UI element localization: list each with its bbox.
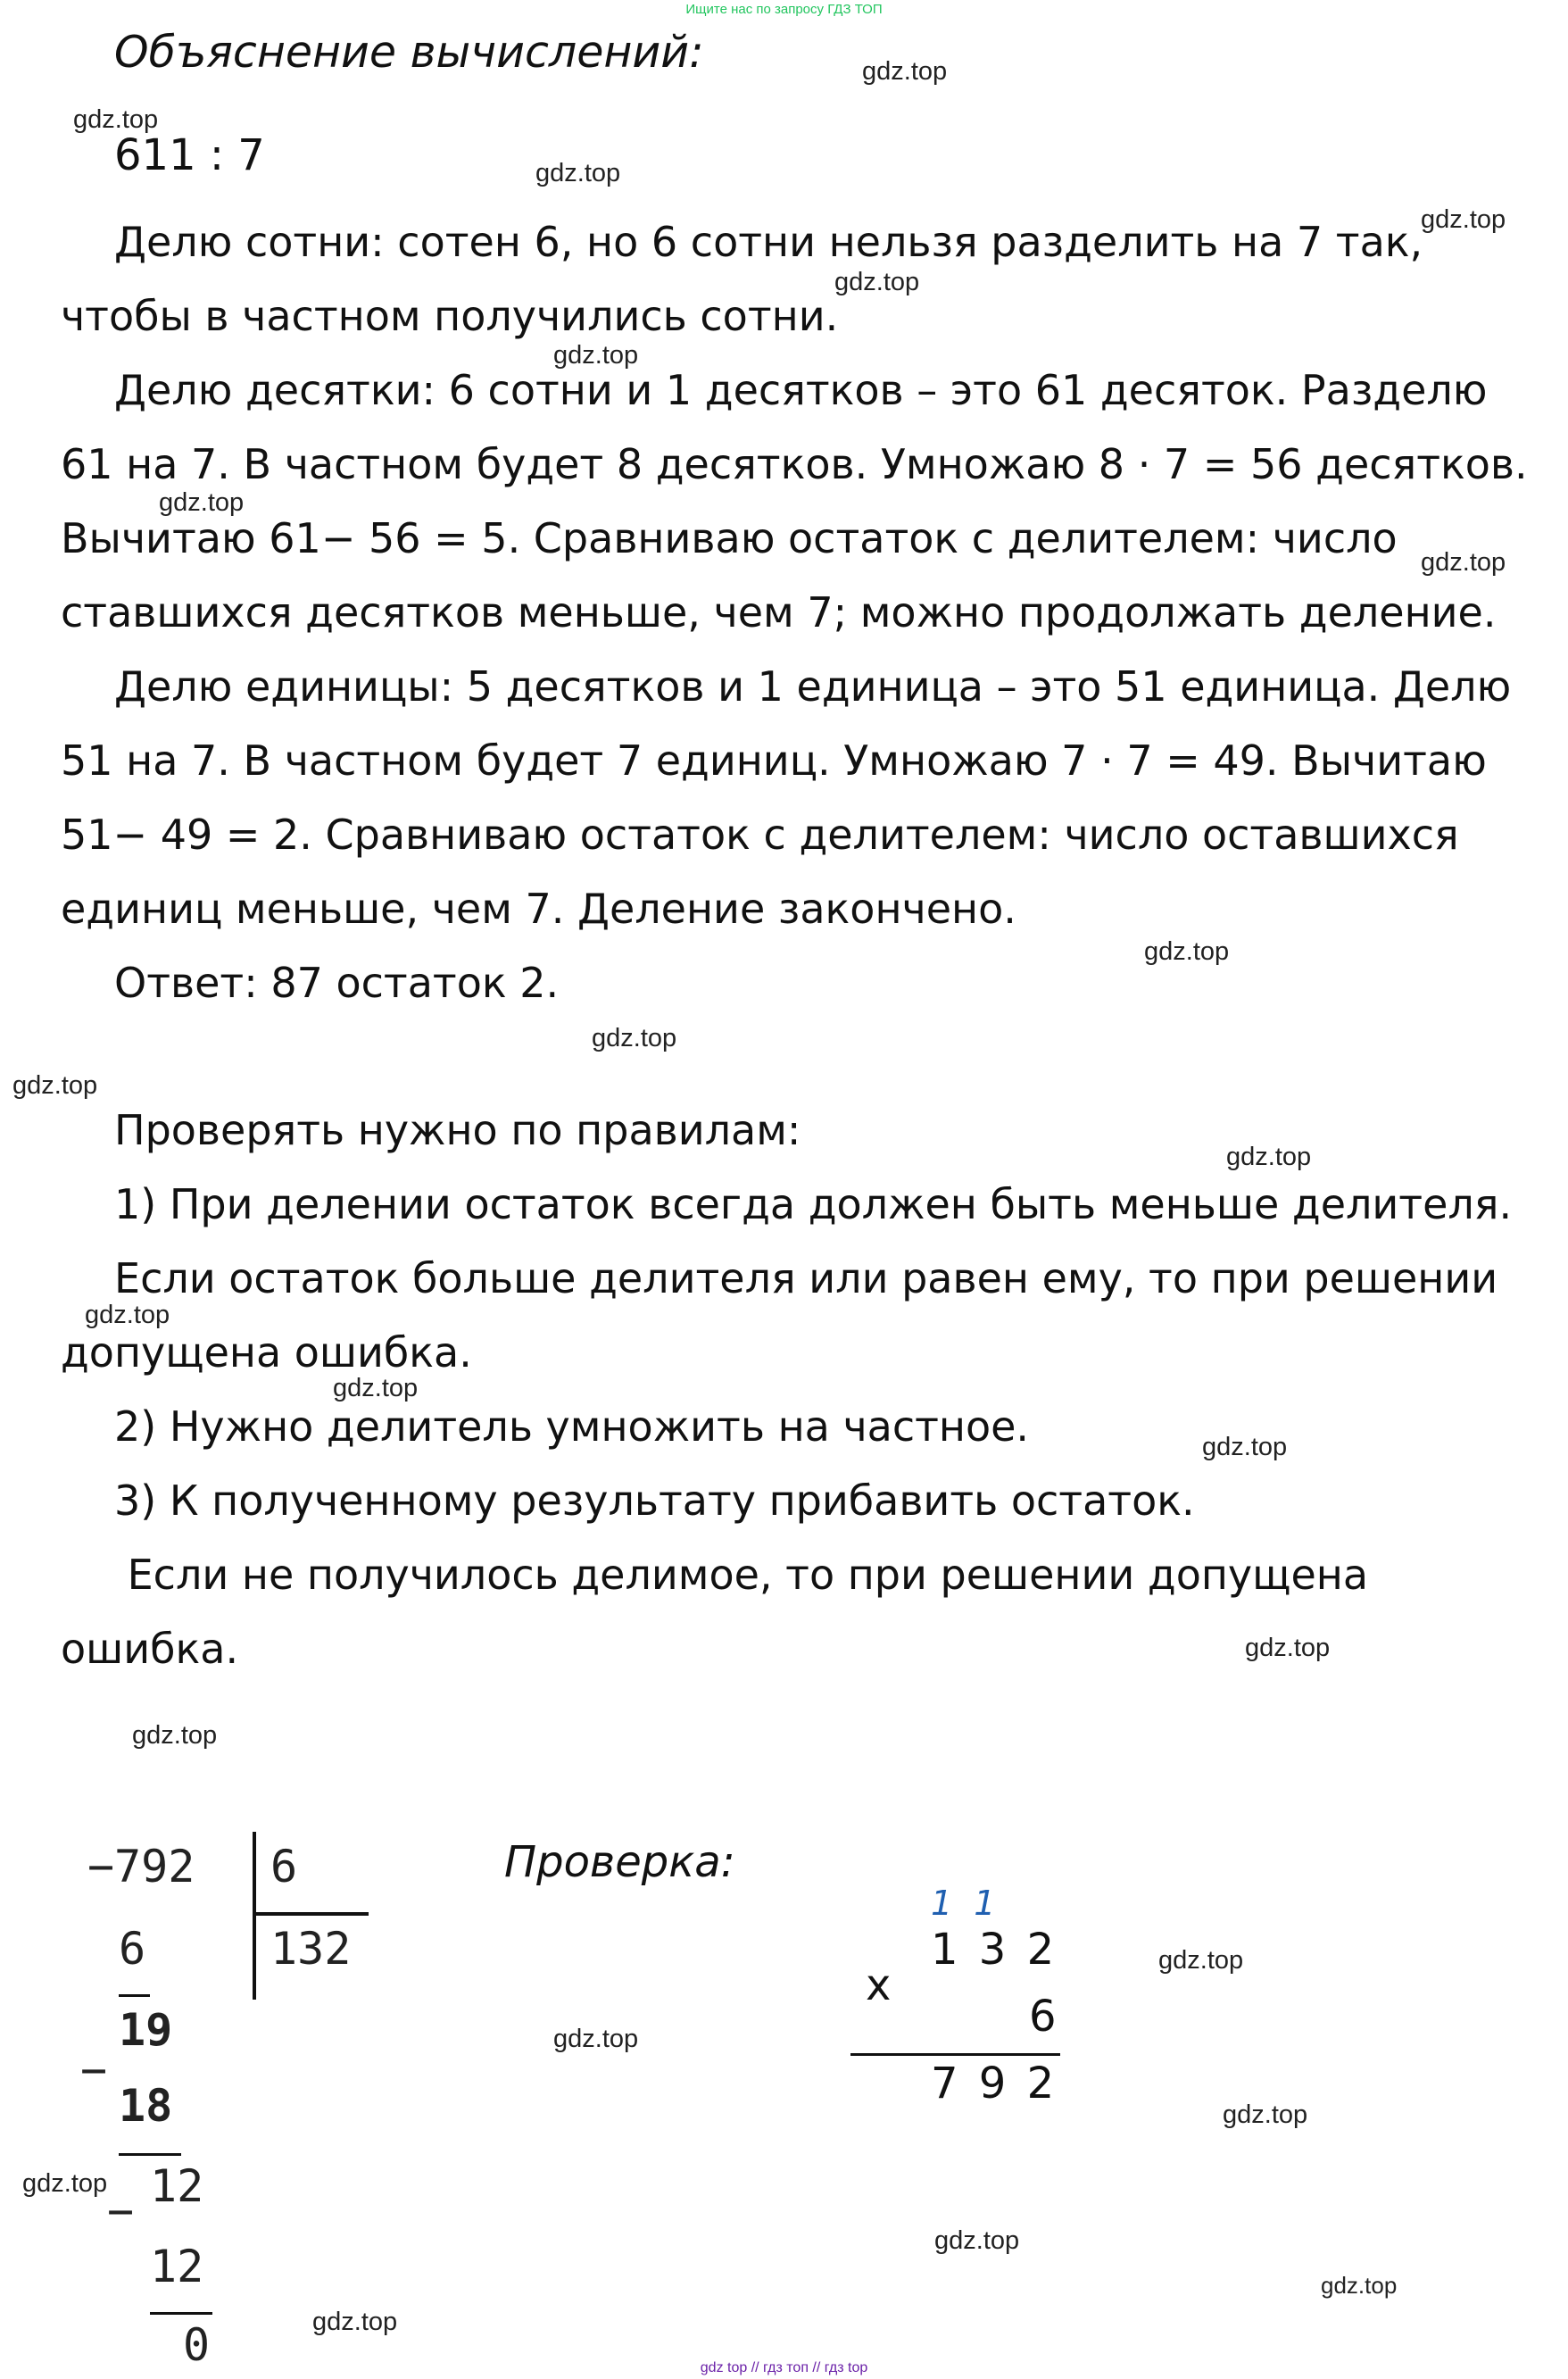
text-line: Делю единицы: 5 десятков и 1 единица – это 51 единица. Делю: [114, 662, 1512, 711]
watermark-link[interactable]: gdz.top: [73, 105, 159, 134]
expression: 611 : 7: [114, 130, 265, 180]
text-line: 51− 49 = 2. Сравниваю остаток с делителем: число оставшихся: [61, 811, 1459, 859]
division-step: 12: [150, 2241, 204, 2292]
watermark-link[interactable]: gdz.top: [159, 488, 245, 517]
text-line: 51 на 7. В частном будет 7 единиц. Умножаю 7 · 7 = 49. Вычитаю: [61, 736, 1487, 785]
watermark-link[interactable]: gdz.top: [862, 57, 948, 86]
watermark-link[interactable]: gdz.top: [12, 1071, 98, 1100]
rule-line: допущена ошибка.: [61, 1328, 472, 1377]
text-line: Делю десятки: 6 сотни и 1 десятков – это 61 десяток. Разделю: [114, 366, 1488, 414]
rule-line: Если не получилось делимое, то при решении допущена: [114, 1551, 1369, 1599]
minus-sign: −: [87, 1841, 115, 1892]
watermark-link[interactable]: gdz.top: [1158, 1946, 1244, 1975]
watermark-link[interactable]: gdz.top: [934, 2226, 1020, 2255]
watermark-link[interactable]: gdz.top: [1223, 2100, 1308, 2129]
watermark-link[interactable]: gdz.top: [312, 2308, 398, 2336]
text-line: Делю сотни: сотен 6, но 6 сотни нельзя разделить на 7 так,: [114, 218, 1423, 266]
watermark-link[interactable]: gdz.top: [132, 1721, 218, 1750]
watermark-link[interactable]: gdz.top: [592, 1024, 677, 1052]
minus-sign: −: [80, 2044, 108, 2096]
product: 7 9 2: [931, 2059, 1058, 2109]
watermark-link[interactable]: gdz.top: [1202, 1433, 1288, 1461]
text-line: чтобы в частном получились сотни.: [61, 292, 839, 340]
watermark-link[interactable]: gdz.top: [834, 268, 920, 296]
rule-line: 1) При делении остаток всегда должен быть меньше делителя.: [114, 1180, 1513, 1228]
division-step: 19: [119, 2004, 173, 2056]
top-banner[interactable]: Ищите нас по запросу ГДЗ ТОП: [685, 2, 883, 17]
check-label: Проверка:: [504, 1837, 735, 1887]
watermark-link[interactable]: gdz.top: [85, 1301, 170, 1329]
text-line: ставшихся десятков меньше, чем 7; можно продолжать деление.: [61, 588, 1497, 636]
watermark-link[interactable]: gdz.top: [1321, 2272, 1398, 2299]
watermark-link[interactable]: gdz.top: [1421, 548, 1506, 577]
bottom-banner[interactable]: gdz top // гдз топ // гдз top: [700, 2360, 868, 2375]
rule-line: 2) Нужно делитель умножить на частное.: [114, 1402, 1030, 1451]
division-underline: [119, 1994, 150, 1997]
watermark-link[interactable]: gdz.top: [535, 159, 621, 187]
rules-heading: Проверять нужно по правилам:: [114, 1106, 801, 1154]
multiplicand: 1 3 2: [931, 1925, 1058, 1975]
division-step: 18: [119, 2080, 173, 2132]
multiplication-line: [850, 2053, 1060, 2056]
division-underline: [119, 2153, 181, 2156]
watermark-link[interactable]: gdz.top: [1226, 1143, 1312, 1171]
watermark-link[interactable]: gdz.top: [333, 1374, 419, 1402]
quotient: 132: [270, 1923, 352, 1975]
carry-digits: 1 1: [931, 1884, 1001, 1923]
text-line: единиц меньше, чем 7. Деление закончено.: [61, 885, 1016, 933]
division-step: 12: [150, 2160, 204, 2212]
multiply-sign: x: [866, 1960, 892, 2010]
watermark-link[interactable]: gdz.top: [22, 2169, 108, 2198]
watermark-link[interactable]: gdz.top: [553, 341, 639, 370]
dividend: 792: [114, 1841, 195, 1892]
watermark-link[interactable]: gdz.top: [1421, 205, 1506, 234]
remainder: 0: [183, 2319, 211, 2371]
watermark-link[interactable]: gdz.top: [553, 2025, 639, 2053]
division-bar-vertical: [253, 1832, 256, 2000]
divisor: 6: [270, 1841, 298, 1892]
watermark-link[interactable]: gdz.top: [1144, 937, 1230, 966]
rule-line: ошибка.: [61, 1625, 239, 1673]
division-step: 6: [119, 1923, 146, 1975]
rule-line: Если остаток больше делителя или равен ему, то при решении: [114, 1254, 1498, 1302]
text-line: Вычитаю 61− 56 = 5. Сравниваю остаток с делителем: число: [61, 514, 1398, 562]
page-title: Объяснение вычислений:: [114, 27, 704, 78]
text-line: 61 на 7. В частном будет 8 десятков. Умножаю 8 · 7 = 56 десятков.: [61, 440, 1528, 488]
rule-line: 3) К полученному результату прибавить остаток.: [114, 1476, 1195, 1525]
division-underline: [150, 2312, 212, 2315]
multiplier: 6: [1029, 1992, 1057, 2042]
answer: Ответ: 87 остаток 2.: [114, 959, 560, 1007]
minus-sign: −: [107, 2185, 135, 2237]
division-bar-horizontal: [253, 1912, 369, 1916]
watermark-link[interactable]: gdz.top: [1245, 1634, 1331, 1662]
